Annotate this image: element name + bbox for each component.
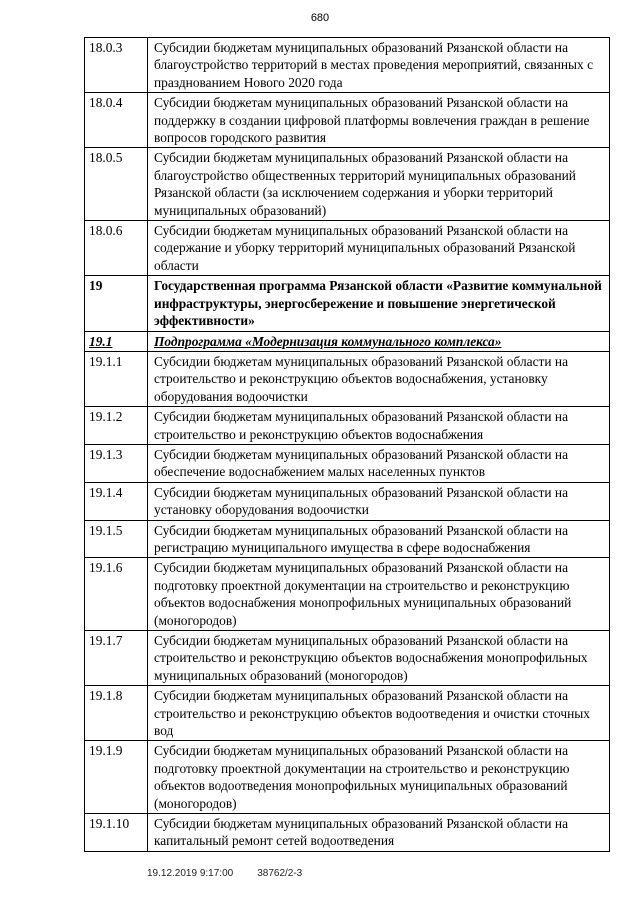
budget-classification-table	[84, 37, 610, 852]
table-row	[85, 93, 610, 148]
table-row	[85, 276, 610, 331]
row-description: Субсидии бюджетам муниципальных образований Рязанской области на капитальный ремонт сетей водоотведения	[148, 814, 610, 852]
row-code: 18.0.5	[85, 148, 148, 221]
table-row	[85, 520, 610, 558]
table-row	[85, 148, 610, 221]
table-row	[85, 444, 610, 482]
table-row	[85, 631, 610, 686]
table-body	[85, 38, 610, 852]
table-row	[85, 331, 610, 351]
row-code: 18.0.3	[85, 38, 148, 93]
row-description: Подпрограмма «Модернизация коммунального комплекса»	[148, 331, 610, 351]
table-row	[85, 741, 610, 814]
row-description: Субсидии бюджетам муниципальных образований Рязанской области на обеспечение водоснабжением малых населенных пунктов	[148, 444, 610, 482]
page-number: 680	[310, 12, 330, 24]
row-description: Субсидии бюджетам муниципальных образований Рязанской области на строительство и реконструкцию объектов водоснабжения монопрофильных муниципальных образований (моногородов)	[148, 631, 610, 686]
row-code: 19.1.10	[85, 814, 148, 852]
footer-timestamp: 19.12.2019 9:17:00	[147, 868, 234, 879]
row-code: 19.1.7	[85, 631, 148, 686]
row-description: Субсидии бюджетам муниципальных образований Рязанской области на строительство и реконструкцию объектов водоснабжения	[148, 407, 610, 445]
table-row	[85, 558, 610, 631]
row-description: Субсидии бюджетам муниципальных образований Рязанской области на строительство и реконструкцию объектов водоснабжения, установку оборудования водоочистки	[148, 351, 610, 406]
row-description: Субсидии бюджетам муниципальных образований Рязанской области на подготовку проектной документации на строительство и реконструкцию объектов водоснабжения монопрофильных муниципальных образований (моногородов)	[148, 558, 610, 631]
table-row	[85, 221, 610, 276]
row-code: 19	[85, 276, 148, 331]
table-row	[85, 351, 610, 406]
row-code: 18.0.6	[85, 221, 148, 276]
page-footer	[147, 868, 302, 879]
row-description: Субсидии бюджетам муниципальных образований Рязанской области на строительство и реконструкцию объектов водоотведения и очистки сточных вод	[148, 686, 610, 741]
row-code: 19.1.4	[85, 482, 148, 520]
row-description: Государственная программа Рязанской области «Развитие коммунальной инфраструктуры, энергосбережение и повышение энергетической эффективности»	[148, 276, 610, 331]
row-description: Субсидии бюджетам муниципальных образований Рязанской области на установку оборудования водоочистки	[148, 482, 610, 520]
row-code: 19.1.9	[85, 741, 148, 814]
table-row	[85, 814, 610, 852]
footer-document-id: 38762/2-3	[257, 868, 303, 879]
row-description: Субсидии бюджетам муниципальных образований Рязанской области на подготовку проектной документации на строительство и реконструкцию объектов водоотведения монопрофильных муниципальных образований (моногородов)	[148, 741, 610, 814]
row-description: Субсидии бюджетам муниципальных образований Рязанской области на регистрацию муниципального имущества в сфере водоснабжения	[148, 520, 610, 558]
row-code: 18.0.4	[85, 93, 148, 148]
table-row	[85, 407, 610, 445]
table-row	[85, 38, 610, 93]
table-row	[85, 482, 610, 520]
row-code: 19.1.3	[85, 444, 148, 482]
row-description: Субсидии бюджетам муниципальных образований Рязанской области на содержание и уборку территорий муниципальных образований Рязанской области	[148, 221, 610, 276]
row-code: 19.1.5	[85, 520, 148, 558]
row-code: 19.1.2	[85, 407, 148, 445]
row-code: 19.1.6	[85, 558, 148, 631]
table-row	[85, 686, 610, 741]
row-description: Субсидии бюджетам муниципальных образований Рязанской области на благоустройство общественных территорий муниципальных образований Рязанской области (за исключением содержания и уборки территорий муниципальных образований)	[148, 148, 610, 221]
row-description: Субсидии бюджетам муниципальных образований Рязанской области на благоустройство территорий в местах проведения мероприятий, связанных с празднованием Нового 2020 года	[148, 38, 610, 93]
row-description: Субсидии бюджетам муниципальных образований Рязанской области на поддержку в создании цифровой платформы вовлечения граждан в решение вопросов городского развития	[148, 93, 610, 148]
row-code: 19.1.8	[85, 686, 148, 741]
row-code: 19.1	[85, 331, 148, 351]
row-code: 19.1.1	[85, 351, 148, 406]
